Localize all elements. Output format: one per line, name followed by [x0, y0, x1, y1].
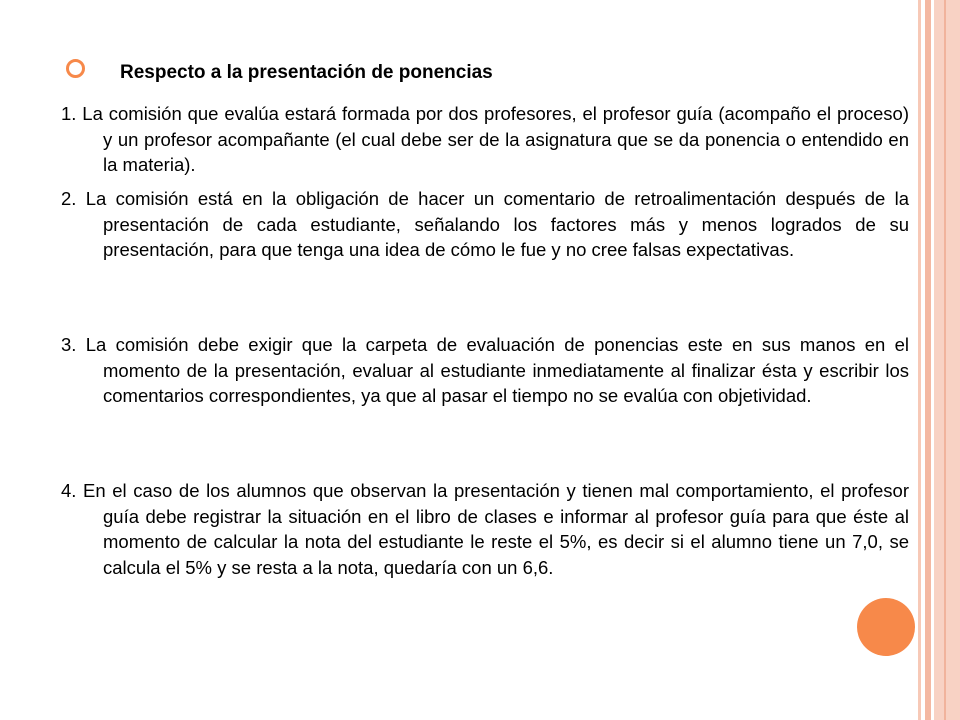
ring-bullet-icon [66, 59, 85, 78]
slide-heading: Respecto a la presentación de ponencias [120, 62, 493, 83]
point-2: 2. La comisión está en la obligación de hacer un comentario de retroalimentación después de la presentación de cada estudiante, señalando los factores más y menos logrados de su presentación, para que tenga una idea de cómo le fue y no cree falsas expectativas. [61, 188, 909, 261]
stripe-thin [918, 0, 921, 720]
point-4: 4. En el caso de los alumnos que observan la presentación y tienen mal comportamiento, el profesor guía debe registrar la situación en el libro de clases e informar al profesor guía para que éste al momento de calcular la nota del estudiante le reste el 5%, es decir si el alumno tiene un 7,0, se calcula el 5% y se resta a la nota, quedaría con un 6,6. [61, 480, 909, 578]
point-1: 1. La comisión que evalúa estará formada por dos profesores, el profesor guía (acompaño el proceso) y un profesor acompañante (el cual debe ser de la asignatura que se da ponencia o entendido en la materia). [61, 103, 909, 176]
stripe-wide [934, 0, 960, 720]
point-3: 3. La comisión debe exigir que la carpeta de evaluación de ponencias este en sus manos en el momento de la presentación, evaluar al estudiante inmediatamente al finalizar ésta y escribir los comentarios correspondientes, ya que al pasar el tiempo no se evalúa con objetividad. [61, 334, 909, 407]
stripe-medium [925, 0, 931, 720]
decorative-circle [857, 598, 915, 656]
stripe-line [944, 0, 946, 720]
